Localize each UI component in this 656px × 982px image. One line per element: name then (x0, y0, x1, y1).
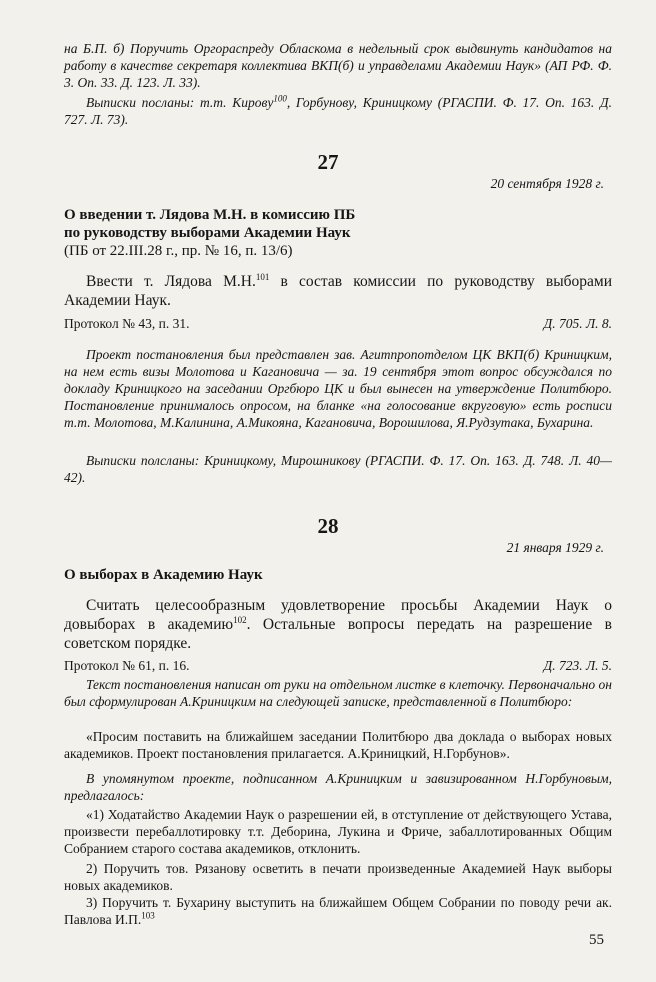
archive-ref: Д. 705. Л. 8. (543, 316, 612, 331)
source-line-27 (64, 316, 612, 332)
decision-text: . Остальные вопросы передать на разрешение в советском порядке. (64, 616, 612, 652)
document-date-27: 20 сентября 1928 г. (490, 176, 604, 191)
protocol-ref: Протокол № 43, п. 31. (64, 316, 190, 331)
title-line: по руководству выборами Академии Наук (64, 225, 351, 241)
recipients-text: Выписки посланы: т.т. Кирову (86, 95, 274, 110)
document-number-27: 27 (317, 150, 339, 174)
quoted-note: «Просим поставить на ближайшем заседании Политбюро два доклада о выборах новых академиков. Проект постановления прилагается. А.Криницкий, Н.Горбунов». (64, 729, 612, 761)
footnote-ref: 101 (255, 271, 270, 282)
draft-item-1: «1) Ходатайство Академии Наук о разрешении ей, в отступление от действующего Устава, произвести перебаллотировку т.т. Деборина, Лукина и Фриче, забаллотированных Общим Собранием старого состава академиков, отклонить. (64, 807, 612, 856)
footnote-ref: 102 (233, 614, 247, 625)
decision-text: Ввести т. Лядова М.Н. (86, 273, 256, 290)
commentary-28: Текст постановления написан от руки на отдельном листке в клеточку. Первоначально он был сформулирован А.Криницким на следующей записке, представленной в Политбюро: (64, 677, 612, 709)
title-line: О введении т. Лядова М.Н. в комиссию ПБ (64, 207, 356, 223)
commentary-27: Проект постановления был представлен зав. Агитпропотделом ЦК ВКП(б) Криницким, на нем есть визы Молотова и Кагановича — за. 19 сентября этот вопрос обсуждался по докладу Криницкого на заседании Оргбюро ЦК и был вынесен на утверждение Политбюро. Постановление принималось опросом, на бланке «на голосование вкруговую» есть росписи т.т. Молотова, М.Калинина, А.Микояна, Кагановича, Ворошилова, Я.Рудзутака, Бухарина. (64, 347, 612, 430)
intro-text: на Б.П. б) Поручить Оргораспреду Обласкома в недельный срок выдвинуть кандидатов на работу в качестве секретаря коллектива ВКП(б) и управделами Академии Наук» (АП РФ. Ф. 3. Оп. 33. Д. 123. Л. 33). (64, 41, 612, 90)
footnote-ref: 103 (141, 910, 155, 921)
draft-item-text: 3) Поручить т. Бухарину выступить на ближайшем Общем Собрании по поводу речи ак. Павлова И.П. (64, 895, 612, 927)
recipients-archive: , Горбунову, Криницкому (РГАСПИ. Ф. 17. Оп. 163. Д. 727. Л. 73). (64, 95, 612, 127)
document-date-28: 21 января 1929 г. (506, 540, 604, 555)
intro-paragraph (64, 40, 612, 91)
page-number: 55 (589, 932, 604, 948)
decision-text-27 (64, 272, 612, 310)
document-ref-27: (ПБ от 22.III.28 г., пр. № 16, п. 13/6) (64, 243, 293, 259)
document-title-27 (64, 206, 584, 242)
document-number-28: 28 (317, 514, 339, 538)
archive-ref: Д. 723. Л. 5. (543, 658, 612, 673)
decision-text: Считать целесообразным удовлетворение просьбы Академии Наук о довыборах в академию (64, 597, 612, 633)
intro-recipients (64, 94, 612, 128)
draft-item-2: 2) Поручить тов. Рязанову осветить в печати произведенные Академией Наук выборы новых академиков. (64, 861, 612, 893)
document-title-28: О выборах в Академию Наук (64, 567, 263, 583)
draft-item-3 (64, 894, 612, 928)
recipients-27: Выписки полсланы: Криницкому, Мирошникову (РГАСПИ. Ф. 17. Оп. 163. Д. 748. Л. 40—42). (64, 453, 612, 485)
decision-text: в состав комиссии по руководству выборами Академии Наук. (64, 273, 612, 309)
decision-text-28 (64, 596, 612, 653)
protocol-ref: Протокол № 61, п. 16. (64, 658, 190, 673)
draft-intro: В упомянутом проекте, подписанном А.Криницким и завизированном Н.Горбуновым, предлагалось: (64, 771, 612, 803)
source-line-28 (64, 658, 612, 674)
footnote-ref: 100 (273, 93, 287, 104)
